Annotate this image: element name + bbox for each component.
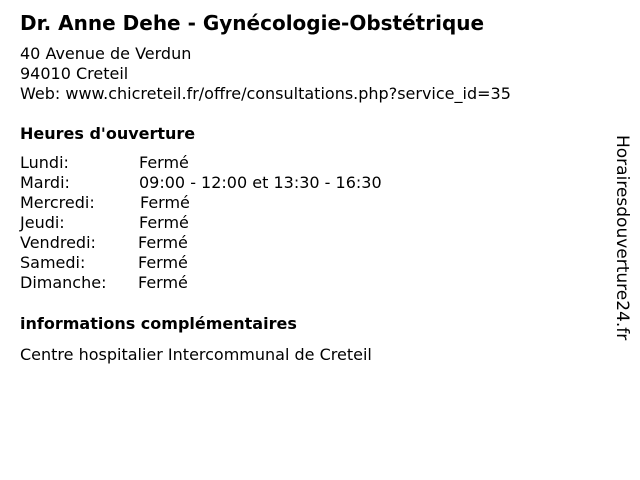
day-label: Samedi: [20, 253, 86, 272]
address-city: 94010 Creteil [20, 64, 129, 83]
opening-hours-heading: Heures d'ouverture [20, 124, 196, 143]
day-label: Jeudi: [20, 213, 65, 232]
hours-value: 09:00 - 12:00 et 13:30 - 16:30 [139, 173, 382, 192]
additional-info-heading: informations complémentaires [20, 314, 297, 333]
additional-info-text: Centre hospitalier Intercommunal de Creteil [20, 345, 372, 364]
hours-value: Fermé [139, 213, 189, 232]
hours-value: Fermé [139, 153, 189, 172]
watermark-text: Horairesdouverture24.fr [612, 135, 632, 341]
hours-value: Fermé [138, 233, 188, 252]
address-block [20, 44, 511, 104]
address-street: 40 Avenue de Verdun [20, 44, 192, 63]
hours-value: Fermé [138, 273, 188, 292]
day-label: Dimanche: [20, 273, 107, 292]
hours-value: Fermé [140, 193, 190, 212]
site-watermark [612, 135, 632, 345]
page-title: Dr. Anne Dehe - Gynécologie-Obstétrique [20, 11, 485, 35]
day-label: Mardi: [20, 173, 70, 192]
day-label: Mercredi: [20, 193, 95, 212]
day-label: Vendredi: [20, 233, 96, 252]
day-label: Lundi: [20, 153, 69, 172]
hours-value: Fermé [138, 253, 188, 272]
website-line[interactable]: Web: www.chicreteil.fr/offre/consultations.php?service_id=35 [20, 84, 511, 103]
